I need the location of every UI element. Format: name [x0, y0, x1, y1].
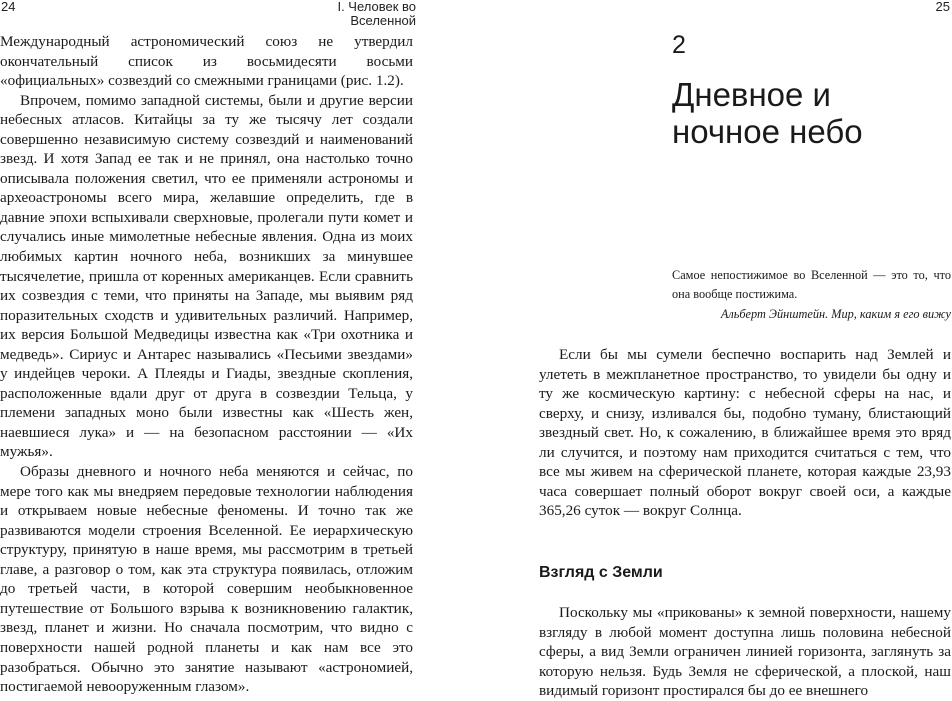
- section-body: [539, 603, 951, 701]
- section-heading: Взгляд с Земли: [539, 564, 663, 581]
- intro-paragraph: Если бы мы сумели беспечно воспарить над Землей и улететь в межпланетное пространство, то увидели бы одну и ту же космическую картину: с небесной сферы на нас, и сверху, и снизу, изливался бы, подобно туману, блистающий звездный свет. Но, к сожалению, в ближайшее время это вряд ли случится, и поэтому нам приходится считаться с тем, что все мы живем на сферической планете, которая каждые 23,93 часа совершает полный оборот вокруг своей оси, а каждые 365,26 суток — вокруг Солнца.: [539, 346, 951, 520]
- left-paragraph-1: Международный астрономический союз не утвердил окончательный список из восьмидесяти восьми «официальных» созвездий со смежными границами (рис. 1.2).: [0, 33, 413, 90]
- right-page-number: 25: [935, 0, 950, 14]
- epigraph-source: Альберт Эйнштейн. Мир, каким я его вижу: [720, 307, 951, 321]
- left-paragraph-2: Впрочем, помимо западной системы, были и другие версии небесных атласов. Китайцы за ту же тысячу лет создали совершенно независимую систему созвездий и наименований звезд. И хотя Запад ее так и не принял, она настолько точно описывала положения светил, что ее применяли астрономы и археоастрономы всего мира, желавшие определить, где в давние эпохи вспыхивали сверхновые, пролегали пути комет и случались иные мимолетные небесные явления. Одна из моих любимых картин ночного неба, возникших за минувшее тысячелетие, пришла от коренных американцев. Если сравнить их созвездия с теми, что приняты на Западе, мы выявим ряд поразительных сходств и удивительных различий. Например, их версия Большой Медведицы известна как «Три охотника и медведь». Сириус и Антарес назывались «Песьими звездами» у индейцев чероки. А Плеяды и Гиады, звездные скопления, расположенные вдали друг от друга в созвездии Тельца, у племени западных моно были известны как «Шесть жен, наевшиеся лука» и — на безопасном расстоянии — «Их мужья».: [0, 91, 413, 461]
- section-paragraph: Поскольку мы «прикованы» к земной поверхности, нашему взгляду в любой момент доступна лишь половина небесной сферы, а вид Земли ограничен линией горизонта, заглянуть за которую нельзя. Будь Земля не сферической, а плоской, наш видимый горизонт простирался бы до ее внешнего: [539, 604, 951, 700]
- left-paragraph-3: Образы дневного и ночного неба меняются и сейчас, по мере того как мы внедряем передовые технологии наблюдения и открываем новые небесные феномены. И точно так же развиваются модели строения Вселенной. Ее иерархическую структуру, принятую в наше время, мы рассмотрим в третьей главе, а разговор о том, как эта структура появилась, отложим до третьей части, в которой совершим необыкновенное путешествие от Большого взрыва к возникновению галактик, звезд, планет и жизни. Но сначала посмотрим, что видно с поверхности нашей родной планеты и как нам все это разобраться. Обычно это занятие называют «астрономией, постигаемой невооруженным глазом».: [0, 463, 413, 696]
- running-head: I. Человек во Вселенной: [337, 0, 416, 28]
- chapter-title: Дневное и ночное небо: [672, 76, 863, 150]
- epigraph: [672, 266, 951, 322]
- left-page-number: 24: [1, 0, 16, 14]
- epigraph-text: Самое непостижимое во Вселенной — это то, что она вообще постижима.: [672, 268, 951, 301]
- right-page-body: [539, 345, 951, 521]
- left-page-body: [0, 32, 413, 697]
- chapter-number: 2: [672, 31, 686, 59]
